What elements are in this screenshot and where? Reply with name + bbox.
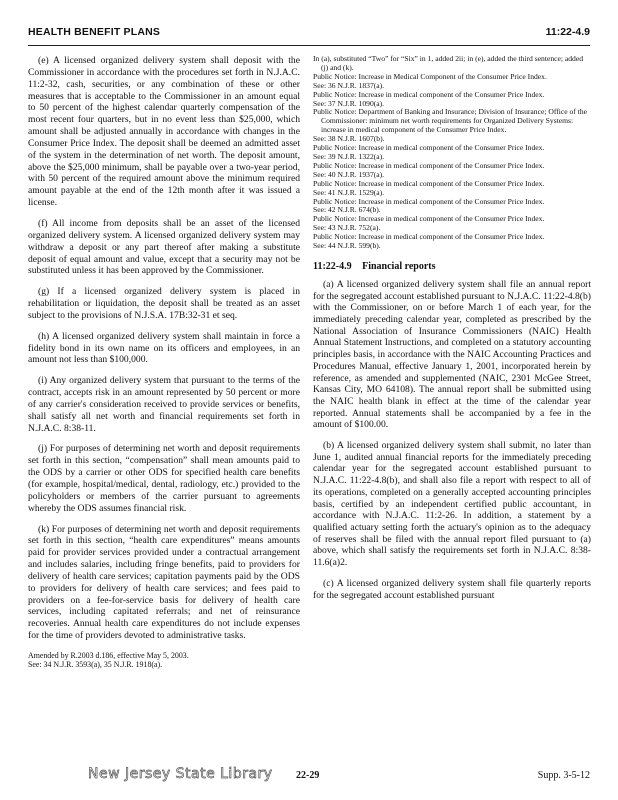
running-header <box>28 26 590 42</box>
page-number: 22-29 <box>296 770 320 781</box>
history-note: Public Notice: Increase in medical component of the Consumer Price Index. <box>313 160 545 170</box>
history-note: See: 36 N.J.R. 1837(a). <box>313 80 385 90</box>
right-column <box>313 55 591 610</box>
history-note: Public Notice: Increase in Medical Component of the Consumer Price Index. <box>313 71 547 81</box>
history-note: Public Notice: Increase in medical component of the Consumer Price Index. <box>313 196 545 206</box>
history-note: See: 38 N.J.R. 1607(b). <box>313 134 385 144</box>
history-note: Public Notice: Increase in medical component of the Consumer Price Index. <box>313 232 545 242</box>
paragraph-e: (e) A licensed organized delivery system shall deposit with the Commissioner in accordance with the procedures set forth in N.J.A.C. 11:2-32, cash, securities, or any combination of these or other measures that is acceptable to the Commissioner in an amount equal to 50 percent of the highest calendar quarterly compensation of the most recent four quarters, but in no event less than $25,000, which amount shall be adjusted annually in accordance with changes in the Consumer Price Index. The deposit shall be deemed an admitted asset of the system in the determination of net worth. The deposit amount, above the $25,000 minimum, shall be payable over a two-year period, with 50 percent of the required amount above the minimum required amount payable at the end of the 12th month after it was issued a license. <box>28 55 300 209</box>
paragraph-k: (k) For purposes of determining net worth and deposit requirements set forth in this section, “health care expenditures” means amounts paid for provider services provided under a contractual arrangement and includes salaries, including fringe benefits, paid to providers for delivery of health care services; capitation payments paid by the ODS to providers for delivery of health care services; and fees paid to providers on a fee-for-service basis for delivery of health care services, including capitated referrals; and net of reinsurance recoveries. Annual health care expenditures do not include expenses for the time of providers devoted to administrative tasks. <box>28 523 300 642</box>
paragraph-h: (h) A licensed organized delivery system shall maintain in force a fidelity bond in its own name on its officers and employees, in an amount not less than $100,000. <box>28 330 300 366</box>
history-note: See: 43 N.J.R. 752(a). <box>313 223 381 233</box>
history-notes <box>313 55 591 251</box>
header-section-number: 11:22-4.9 <box>545 26 590 38</box>
amendment-citation: See: 34 N.J.R. 3593(a), 35 N.J.R. 1918(a). <box>28 660 163 670</box>
header-rule <box>28 45 590 46</box>
paragraph-f: (f) All income from deposits shall be an asset of the licensed organized delivery system. A licensed organized delivery system may withdraw a deposit or any part thereof after making a substitute deposit of equal amount and value, except that a security may not be substituted unless it has been approved by the Commissioner. <box>28 217 300 277</box>
section-title: Financial reports <box>362 260 436 272</box>
history-note: See: 41 N.J.R. 1529(a). <box>313 187 385 197</box>
history-note: Public Notice: Increase in medical component of the Consumer Price Index. <box>313 214 545 224</box>
history-note: Public Notice: Increase in medical component of the Consumer Price Index. <box>313 143 545 153</box>
history-note: Public Notice: Increase in medical component of the Consumer Price Index. <box>313 89 545 99</box>
header-title: HEALTH BENEFIT PLANS <box>28 26 161 38</box>
paragraph-j: (j) For purposes of determining net worth and deposit requirements set forth in this section, “compensation” shall mean amounts paid to the ODS by a carrier or other ODS for specified health care benefits (for example, hospital/medical, dental, radiology, etc.) provided to the policyholders or members of the carrier pursuant to agreements whereby the ODS assumes financial risk. <box>28 443 300 514</box>
paragraph-b: (b) A licensed organized delivery system shall submit, no later than June 1, audited annual financial reports for the immediately preceding calendar year for the segregated account established pursuant to N.J.A.C. 11:22-4.8(b), and shall also file a report with respect to all of its operations, completed on a generally accepted accounting principles basis, certified by an independent certified public accountant, in accordance with N.J.A.C. 11:2-26. In addition, a statement by a qualified actuary setting forth the actuary's opinion as to the adequacy of reserves shall be filed with the annual report filed pursuant to (a) above, which shall satisfy the requirements set forth in N.J.A.C. 8:38-11.6(a)2. <box>313 440 591 569</box>
left-column <box>28 55 300 670</box>
amendment-note: Amended by R.2003 d.186, effective May 5, 2003. <box>28 650 189 660</box>
paragraph-g: (g) If a licensed organized delivery system is placed in rehabilitation or liquidation, the deposit shall be treated as an asset subject to the provisions of N.J.S.A. 17B:32-31 et seq. <box>28 286 300 321</box>
history-note: See: 44 N.J.R. 599(b). <box>313 241 381 251</box>
paragraph-i: (i) Any organized delivery system that pursuant to the terms of the contract, accepts risk in an amount represented by 50 percent or more of any carrier's consideration received to provide services or benefits, shall satisfy all net worth and financial requirements set forth in N.J.A.C. 8:38-11. <box>28 375 300 434</box>
paragraph-c: (c) A licensed organized delivery system shall file quarterly reports for the segregated account established pursuant <box>313 577 591 601</box>
library-watermark: New Jersey State Library <box>88 766 273 782</box>
history-note: Public Notice: Increase in medical component of the Consumer Price Index. <box>313 178 545 188</box>
page-footer <box>28 768 590 788</box>
supplement-date: Supp. 3-5-12 <box>537 770 590 781</box>
section-number: 11:22-4.9 <box>313 260 352 272</box>
history-note: See: 37 N.J.R. 1090(a). <box>313 98 385 108</box>
history-note: Public Notice: Department of Banking and Insurance; Division of Insurance; Office of the Commissioner: minimum net worth requirements for Organized Delivery Systems: increase in medical component of the Consumer Price Index. <box>313 107 587 135</box>
history-note: See: 42 N.J.R. 674(b). <box>313 205 381 215</box>
history-note: See: 40 N.J.R. 1937(a). <box>313 169 385 179</box>
history-note: See: 39 N.J.R. 1322(a). <box>313 151 385 161</box>
history-note: In (a), substituted “Two” for “Six” in 1, added 2ii; in (e), added the third sentence; added (j) and (k). <box>313 54 584 72</box>
paragraph-a: (a) A licensed organized delivery system shall file an annual report for the segregated account established pursuant to N.J.A.C. 11:22-4.8(b) with the Commissioner, on or before March 1 of each year, for the immediately preceding calendar year, completed as prescribed by the National Association of Insurance Commissioners (NAIC) Health Annual Statement Instructions, and completed on a statutory accounting principles basis, in accordance with the NAIC Accounting Practices and Procedures Manual, effective January 1, 2001, incorporated herein by reference, as amended and supplemented (NAIC, 2301 McGee Street, Kansas City, MO 64108). The annual report shall be submitted using the NAIC health blank in effect at the time of the calendar year reported. Annual statements shall be accompanied by a fee in the amount of $100.00. <box>313 278 591 431</box>
section-heading <box>313 261 591 272</box>
